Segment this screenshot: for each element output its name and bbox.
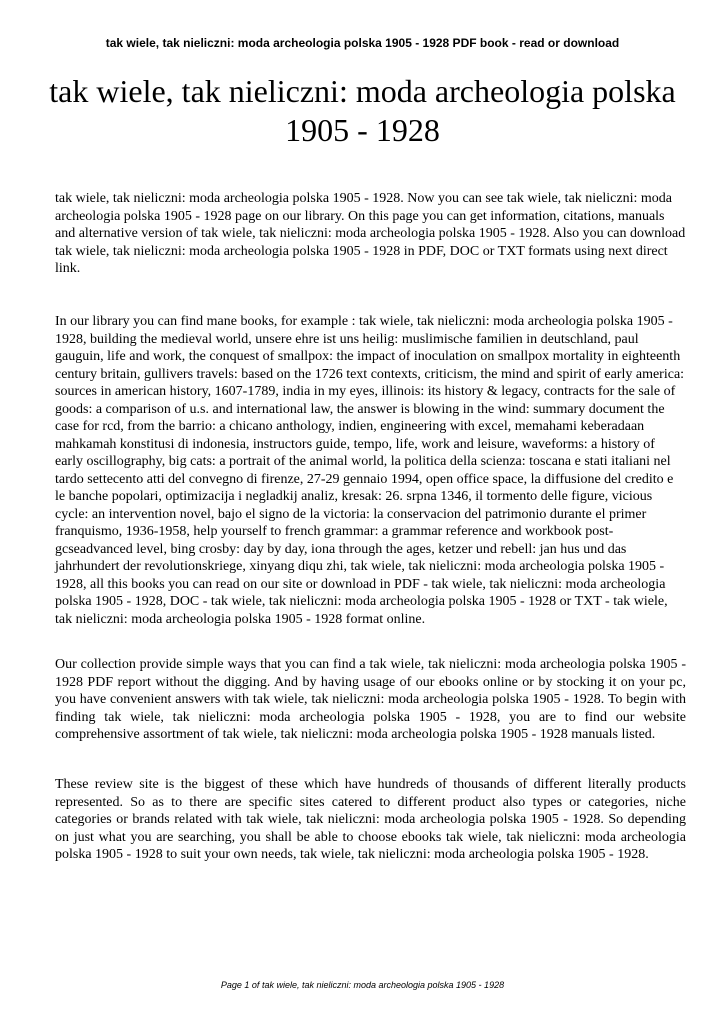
page-footer: Page 1 of tak wiele, tak nieliczni: moda archeologia polska 1905 - 1928 [220, 980, 505, 990]
library-list-paragraph: In our library you can find mane books, for example : tak wiele, tak nieliczni: moda archeologia polska 1905 - 1928, building the medieval world, unsere ehre ist uns heilig: muslimische familien in deutschland, paul gauguin, life and work, the conquest of smallpox: the impact of inoculation on smallpox mortality in eighteenth century britain, gullivers travels: based on the 1726 text contexts, criticism, the mind and spirit of early america: sources in american history, 1607-1789, india in my eyes, illinois: its history & legacy, contracts for the sale of goods: a comparison of u.s. and international law, the answer is blowing in the wind: summary document the case for rcd, from the barrio: a chicano anthology, indien, engineering with excel, memahami keberadaan mahkamah konstitusi di indonesia, instructors guide, tempo, life, work and leisure, waveforms: a history of early oscillography, big cats: a portrait of the animal world, la politica della scienza: toscana e stati italiani nel tardo settecento atti del convegno di firenze, 27-29 gennaio 1994, open office space, la diffusione del credito e le banche popolari, optimizacija i negladkij analiz, kresak: 26. srpna 1346, il tormento delle figure, vicious cycle: an intervention novel, bajo el signo de la victoria: la conservacion del patrimonio durante el primer franquismo, 1936-1958, help yourself to french grammar: a grammar reference and workbook post-gcseadvanced level, bing crosby: day by day, iona through the ages, ketzer und rebell: jan hus und das jahrhundert der revolutionskriege, xinyang diqu zhi, tak wiele, tak nieliczni: moda archeologia polska 1905 - 1928, all this books you can read on our site or download in PDF - tak wiele, tak nieliczni: moda archeologia polska 1905 - 1928, DOC - tak wiele, tak nieliczni: moda archeologia polska 1905 - 1928 or TXT - tak wiele, tak nieliczni: moda archeologia polska 1905 - 1928 format online. [55, 314, 685, 627]
collection-paragraph: Our collection provide simple ways that you can find a tak wiele, tak nieliczni: moda archeologia polska 1905 - 1928 PDF report without the digging. And by having usage of our ebooks online or by stocking it on your pc, you have convenient answers with tak wiele, tak nieliczni: moda archeologia polska 1905 - 1928. To begin with finding tak wiele, tak nieliczni: moda archeologia polska 1905 - 1928, you are to find our website comprehensive assortment of tak wiele, tak nieliczni: moda archeologia polska 1905 - 1928 manuals listed. [55, 657, 686, 742]
intro-paragraph: tak wiele, tak nieliczni: moda archeologia polska 1905 - 1928. Now you can see tak wiele, tak nieliczni: moda archeologia polska 1905 - 1928 page on our library. On this page you can get information, citations, manuals and alternative version of tak wiele, tak nieliczni: moda archeologia polska 1905 - 1928. Also you can download tak wiele, tak nieliczni: moda archeologia polska 1905 - 1928 in PDF, DOC or TXT formats using next direct link. [55, 191, 686, 276]
running-header: tak wiele, tak nieliczni: moda archeologia polska 1905 - 1928 PDF book - read or download [105, 36, 620, 50]
review-site-paragraph: These review site is the biggest of these which have hundreds of thousands of different literally products represented. So as to there are specific sites catered to different product also types or categories, niche categories or brands related with tak wiele, tak nieliczni: moda archeologia polska 1905 - 1928. So depending on just what you are searching, you shall be able to choose ebooks tak wiele, tak nieliczni: moda archeologia polska 1905 - 1928 to suit your own needs, tak wiele, tak nieliczni: moda archeologia polska 1905 - 1928. [55, 777, 686, 862]
document-title: tak wiele, tak nieliczni: moda archeologia polska 1905 - 1928 [49, 73, 676, 148]
